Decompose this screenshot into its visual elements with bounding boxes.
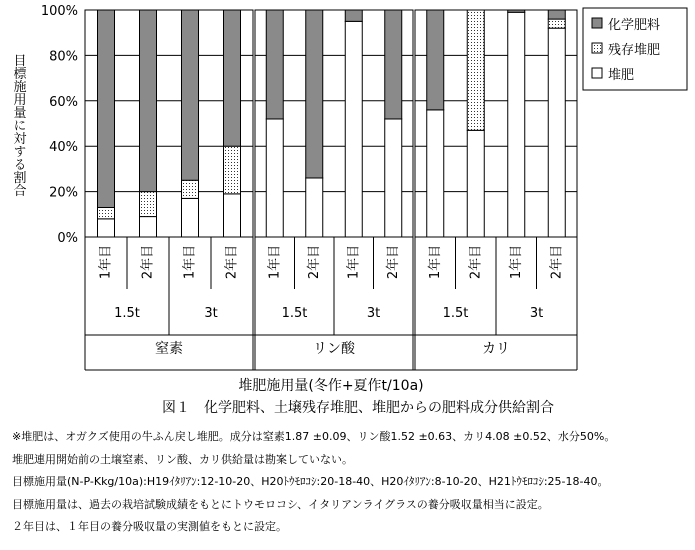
chart-title: 図１ 化学肥料、土壌残存堆肥、堆肥からの肥料成分供給割合 [162,400,554,416]
x-axis-label: 堆肥施用量(冬作+夏作t/10a) [238,378,424,394]
bar-chemical [306,10,323,178]
year-label: 2年目 [468,244,484,280]
bar-compost [182,198,199,237]
footnote: 目標施用量は、過去の栽培試験成績をもとにトウモロコシ、イタリアンライグラスの養分吸収量相当に設定。 [12,497,549,511]
year-label: 2年目 [385,244,401,280]
bar-compost [140,217,157,237]
bar-chemical [266,10,283,119]
bar-residual [467,10,484,130]
bar-residual [98,207,115,218]
year-label: 2年目 [306,244,322,280]
y-tick-label: 40% [49,140,78,156]
year-label: 2年目 [224,244,240,280]
year-label: 1年目 [427,244,443,280]
bar-chemical [508,10,525,12]
y-tick-label: 60% [49,94,78,110]
bar-compost [224,194,241,237]
footnote: ※堆肥は、オガクズ使用の牛ふん戻し堆肥。成分は窒素1.87 ±0.09、リン酸1.52 ±0.63、カリ4.08 ±0.52、水分50%。 [12,430,616,443]
bar-chemical [224,10,241,146]
nutrient-label: 窒素 [155,341,183,357]
rate-label: 3t [204,306,218,321]
nutrient-label: カリ [482,341,510,357]
year-label: 1年目 [267,244,283,280]
bar-chemical [427,10,444,110]
bar-compost [508,12,525,237]
year-label: 1年目 [346,244,362,280]
nutrient-label: リン酸 [313,341,355,357]
bar-residual [140,192,157,217]
legend-swatch [592,68,602,78]
rate-label: 3t [529,306,544,321]
bar-chemical [548,10,565,19]
y-tick-label: 80% [49,49,78,65]
bar-compost [345,21,362,237]
bar-compost [385,119,402,237]
footnotes [12,426,687,539]
year-label: 1年目 [182,244,198,280]
footnote: 目標施用量(N-P-Kkg/10a):H19ｲﾀﾘｱﾝ:12-10-20、H20ﾄｳﾓﾛｺｼ:20-18-40、H20ｲﾀﾘｱﾝ:8-10-20、H21ﾄｳﾓﾛｺｼ:25-18-40。 [12,475,609,489]
bar-chemical [140,10,157,192]
bar-residual [224,146,241,194]
legend-label: 堆肥 [608,68,635,83]
footnote: 堆肥連用開始前の土壌窒素、リン酸、カリ供給量は勘案していない。 [12,452,353,466]
footnote: ２年目は、１年目の養分吸収量の実測値をもとに設定。 [12,520,287,534]
rate-label: 1.5t [114,306,140,321]
year-label: 2年目 [549,244,565,280]
rate-label: 1.5t [442,306,469,321]
bar-residual [548,19,565,28]
bar-compost [306,178,323,237]
bar-residual [182,180,199,198]
bar-chemical [182,10,199,180]
bar-compost [98,219,115,237]
y-tick-label: 100% [40,4,78,19]
rate-label: 3t [366,306,381,321]
bar-compost [266,119,283,237]
legend-swatch [592,43,602,53]
y-tick-label: 20% [49,185,78,201]
bar-chemical [385,10,402,119]
legend-swatch [592,18,602,28]
year-label: 1年目 [508,244,524,280]
year-label: 1年目 [98,244,114,280]
bar-compost [427,110,444,237]
bar-chemical [98,10,115,207]
bar-compost [548,28,565,237]
legend-label: 化学肥料 [608,18,661,33]
year-label: 2年目 [140,244,156,280]
bar-chemical [345,10,362,21]
rate-label: 1.5t [281,306,308,321]
y-tick-label: 0% [57,231,78,246]
y-axis-label: 目標施用量に対する割合 [10,53,26,197]
bar-compost [467,130,484,237]
legend-label: 残存堆肥 [608,43,661,58]
